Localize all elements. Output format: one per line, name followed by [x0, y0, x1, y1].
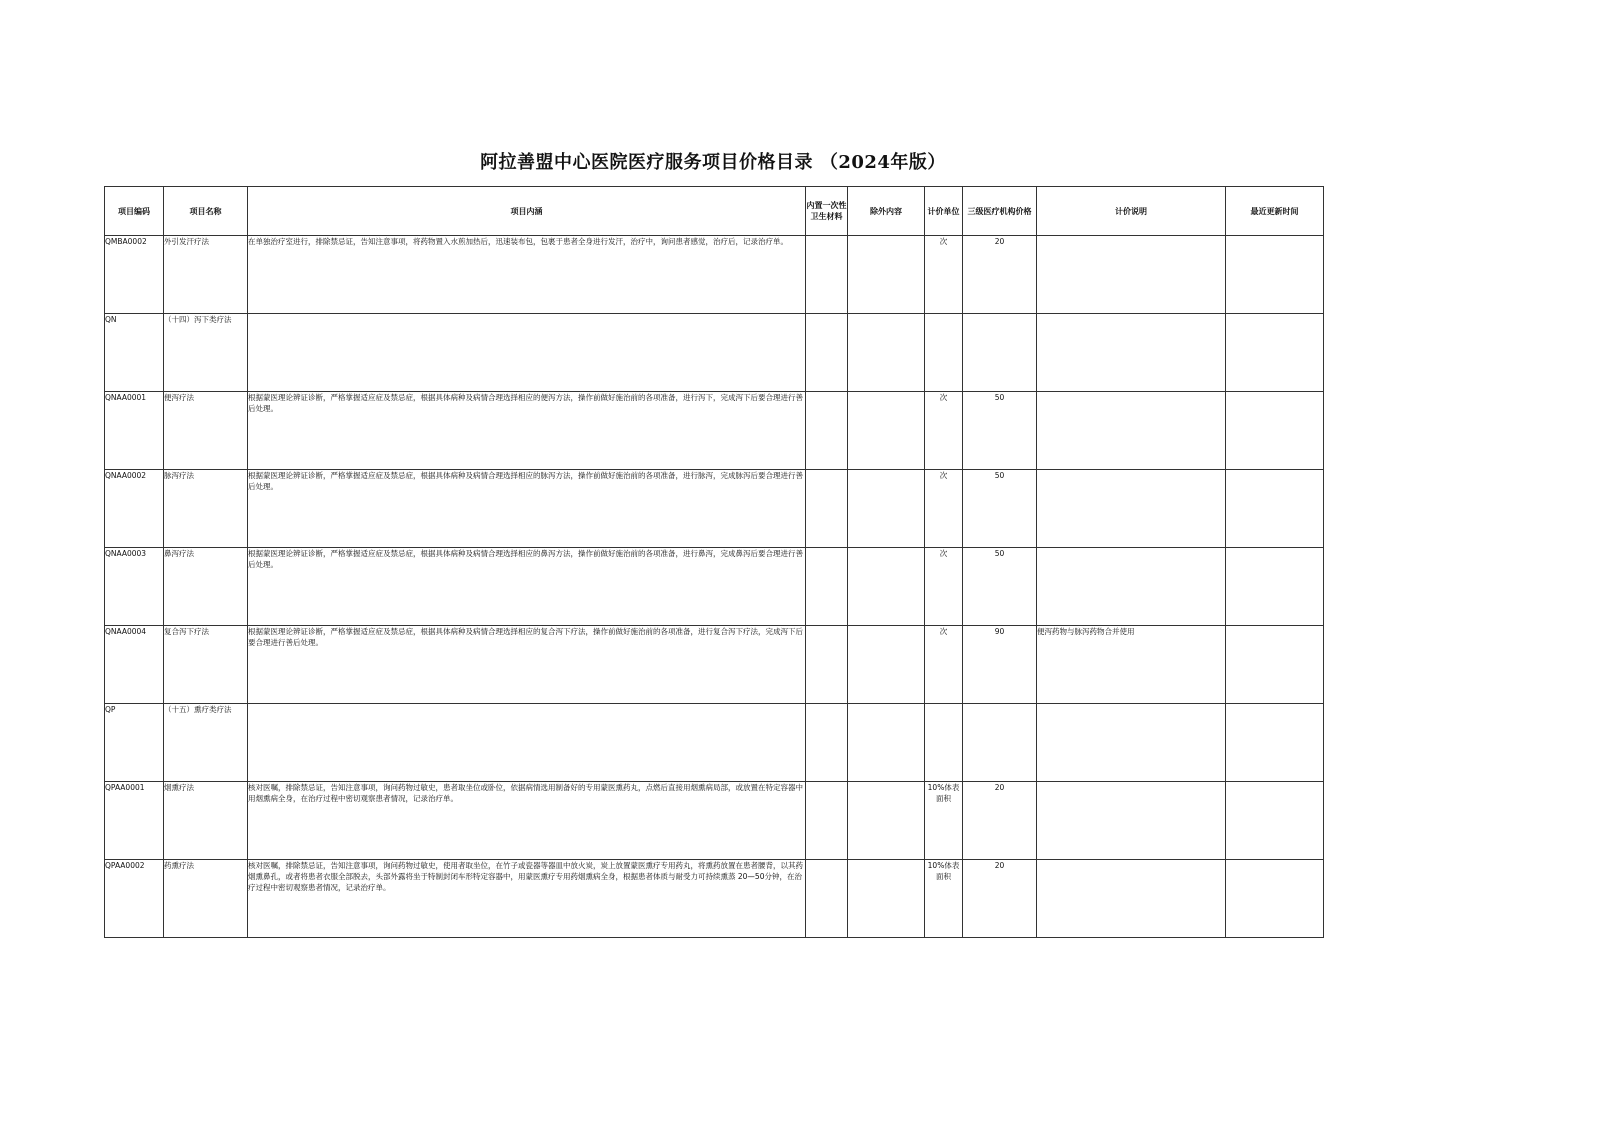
cell-unit: 次: [925, 626, 963, 704]
cell-price: 50: [963, 548, 1037, 626]
cell-code: QPAA0001: [105, 782, 164, 860]
cell-name: （十四）泻下类疗法: [164, 314, 248, 392]
cell-name: 鼻泻疗法: [164, 548, 248, 626]
cell-price: 50: [963, 470, 1037, 548]
cell-code: QNAA0003: [105, 548, 164, 626]
cell-consumables: [806, 704, 848, 782]
cell-updated: [1226, 704, 1324, 782]
header-exclusions: 除外内容: [848, 187, 925, 236]
table-row: [105, 548, 1324, 626]
cell-code: QNAA0002: [105, 470, 164, 548]
cell-content: 在单独治疗室进行，排除禁忌证，告知注意事项，将药物置入水煎加热后，迅速装布包，包裹于患者全身进行发汗，治疗中，询问患者感觉，治疗后，记录治疗单。: [248, 236, 806, 314]
cell-price: [963, 704, 1037, 782]
cell-unit: 10%体表面积: [925, 860, 963, 938]
cell-code: QMBA0002: [105, 236, 164, 314]
cell-code: QNAA0001: [105, 392, 164, 470]
table-header-row: [105, 187, 1324, 236]
cell-content: 根据蒙医理论辨证诊断，严格掌握适应症及禁忌症，根据具体病种及病情合理选择相应的鼻泻方法，操作前做好施治前的各项准备，进行鼻泻，完成鼻泻后要合理进行善后处理。: [248, 548, 806, 626]
cell-updated: [1226, 470, 1324, 548]
cell-note: [1037, 392, 1226, 470]
cell-consumables: [806, 470, 848, 548]
table-row: [105, 704, 1324, 782]
cell-updated: [1226, 392, 1324, 470]
cell-content: 根据蒙医理论辨证诊断，严格掌握适应症及禁忌症，根据具体病种及病情合理选择相应的复合泻下疗法，操作前做好施治前的各项准备，进行复合泻下疗法，完成泻下后要合理进行善后处理。: [248, 626, 806, 704]
cell-updated: [1226, 626, 1324, 704]
cell-consumables: [806, 626, 848, 704]
cell-consumables: [806, 392, 848, 470]
table-row: [105, 782, 1324, 860]
cell-content: 根据蒙医理论辨证诊断，严格掌握适应症及禁忌症，根据具体病种及病情合理选择相应的便泻方法，操作前做好施治前的各项准备，进行泻下，完成泻下后要合理进行善后处理。: [248, 392, 806, 470]
cell-price: 50: [963, 392, 1037, 470]
header-updated: 最近更新时间: [1226, 187, 1324, 236]
cell-name: 复合泻下疗法: [164, 626, 248, 704]
cell-name: 烟熏疗法: [164, 782, 248, 860]
price-table: [104, 186, 1324, 938]
cell-code: QNAA0004: [105, 626, 164, 704]
cell-price: 20: [963, 236, 1037, 314]
cell-exclusions: [848, 236, 925, 314]
cell-updated: [1226, 782, 1324, 860]
cell-exclusions: [848, 314, 925, 392]
cell-name: 脉泻疗法: [164, 470, 248, 548]
page-title: 阿拉善盟中心医院医疗服务项目价格目录 （2024年版）: [480, 152, 946, 173]
cell-code: QPAA0002: [105, 860, 164, 938]
cell-content: [248, 314, 806, 392]
cell-content: 核对医嘱，排除禁忌证，告知注意事项，询问药物过敏史，使用者取坐位，在竹子或瓷器等器皿中放火炭，炭上放置蒙医熏疗专用药丸，将熏药放置在患者腰背，以其药烟熏鼻孔，或者将患者衣服全部脱去，头部外露将坐于特制封闭车形特定容器中，用蒙医熏疗专用药烟熏病全身，根据患者体质与耐受力可持续熏蒸 20—50分钟，在治疗过程中密切观察患者情况，记录治疗单。: [248, 860, 806, 938]
table-row: [105, 860, 1324, 938]
cell-exclusions: [848, 704, 925, 782]
cell-code: QN: [105, 314, 164, 392]
cell-unit: 次: [925, 392, 963, 470]
cell-exclusions: [848, 392, 925, 470]
cell-unit: 10%体表面积: [925, 782, 963, 860]
cell-note: [1037, 860, 1226, 938]
cell-code: QP: [105, 704, 164, 782]
cell-updated: [1226, 548, 1324, 626]
header-unit: 计价单位: [925, 187, 963, 236]
cell-content: 核对医嘱，排除禁忌证，告知注意事项，询问药物过敏史，患者取坐位或卧位，依据病情选用制备好的专用蒙医熏药丸，点燃后直接用烟熏病局部，或放置在特定容器中用烟熏病全身，在治疗过程中密切观察患者情况，记录治疗单。: [248, 782, 806, 860]
cell-consumables: [806, 236, 848, 314]
cell-price: 20: [963, 782, 1037, 860]
cell-note: [1037, 236, 1226, 314]
cell-updated: [1226, 236, 1324, 314]
header-content: 项目内涵: [248, 187, 806, 236]
cell-unit: 次: [925, 548, 963, 626]
cell-exclusions: [848, 470, 925, 548]
cell-note: [1037, 704, 1226, 782]
cell-note: [1037, 548, 1226, 626]
cell-updated: [1226, 860, 1324, 938]
cell-name: 外引发汗疗法: [164, 236, 248, 314]
cell-exclusions: [848, 548, 925, 626]
cell-consumables: [806, 860, 848, 938]
table-row: [105, 470, 1324, 548]
table-row: [105, 392, 1324, 470]
header-note: 计价说明: [1037, 187, 1226, 236]
header-name: 项目名称: [164, 187, 248, 236]
cell-note: [1037, 782, 1226, 860]
cell-price: [963, 314, 1037, 392]
cell-unit: 次: [925, 470, 963, 548]
cell-exclusions: [848, 860, 925, 938]
header-price: 三级医疗机构价格: [963, 187, 1037, 236]
cell-unit: [925, 314, 963, 392]
cell-consumables: [806, 314, 848, 392]
table-row: [105, 314, 1324, 392]
header-consumables: 内置一次性卫生材料: [806, 187, 848, 236]
cell-consumables: [806, 548, 848, 626]
cell-updated: [1226, 314, 1324, 392]
cell-content: [248, 704, 806, 782]
cell-price: 20: [963, 860, 1037, 938]
cell-content: 根据蒙医理论辨证诊断，严格掌握适应症及禁忌症，根据具体病种及病情合理选择相应的脉泻方法，操作前做好施治前的各项准备，进行脉泻，完成脉泻后要合理进行善后处理。: [248, 470, 806, 548]
cell-name: 便泻疗法: [164, 392, 248, 470]
cell-price: 90: [963, 626, 1037, 704]
cell-exclusions: [848, 782, 925, 860]
table-row: [105, 626, 1324, 704]
cell-consumables: [806, 782, 848, 860]
cell-unit: [925, 704, 963, 782]
header-code: 项目编码: [105, 187, 164, 236]
cell-note: 便泻药物与脉泻药物合并使用: [1037, 626, 1226, 704]
cell-name: （十五）熏疗类疗法: [164, 704, 248, 782]
cell-note: [1037, 314, 1226, 392]
cell-name: 药熏疗法: [164, 860, 248, 938]
cell-note: [1037, 470, 1226, 548]
cell-exclusions: [848, 626, 925, 704]
table-row: [105, 236, 1324, 314]
cell-unit: 次: [925, 236, 963, 314]
